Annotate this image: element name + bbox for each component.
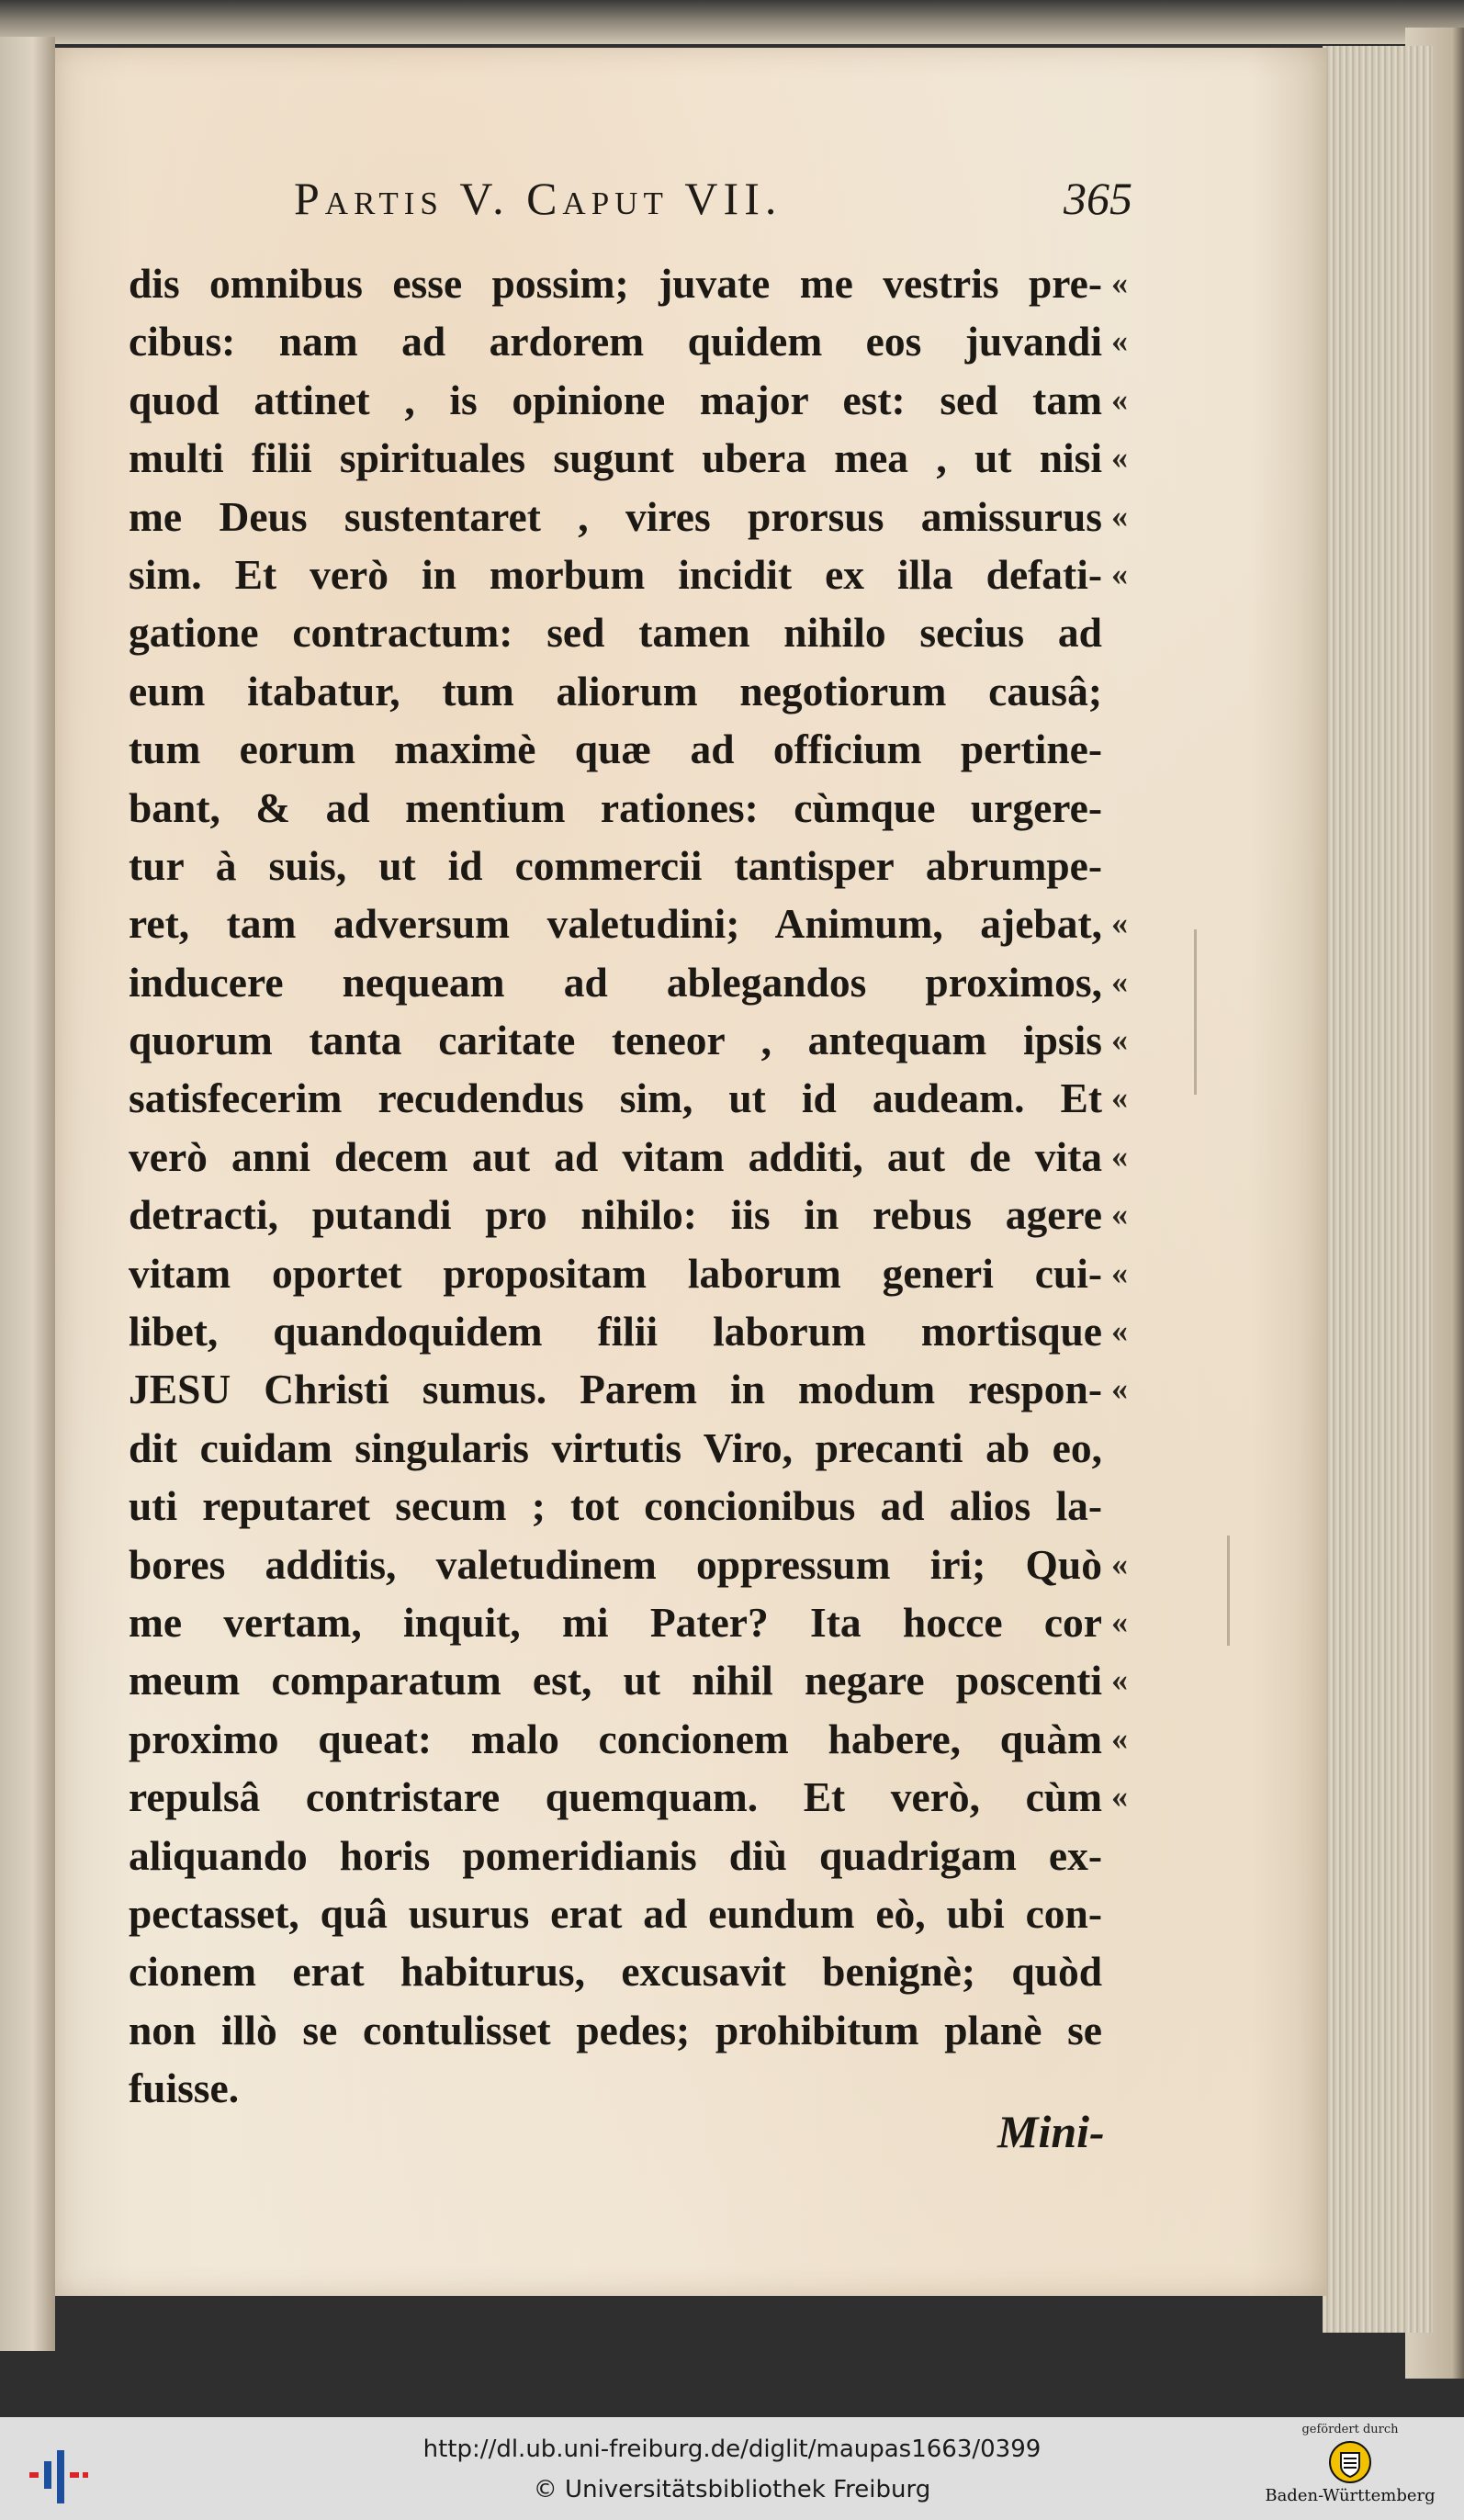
margin-quote-mark	[1111, 1477, 1166, 1535]
text-line: libet, quandoquidem filii laborum mortisque	[129, 1308, 1102, 1356]
margin-quote-mark	[1111, 720, 1166, 778]
margin-quote-mark: «	[1111, 962, 1128, 1000]
text-line: me vertam, inquit, mi Pater? Ita hocce cor	[129, 1598, 1102, 1646]
text-line: meum comparatum est, ut nihil negare poscenti	[129, 1657, 1102, 1704]
text-line: repulsâ contristare quemquam. Et verò, cùm	[129, 1773, 1102, 1821]
margin-quote-mark: «	[1111, 905, 1128, 942]
margin-quote-mark: «	[1111, 1137, 1128, 1175]
text-line: uti reputaret secum ; tot concionibus ad alios la-	[129, 1482, 1102, 1530]
text-line: tum eorum maximè quæ ad officium pertine-	[129, 726, 1102, 773]
running-head	[55, 172, 1326, 254]
copyright-notice: © Universitätsbibliothek Freiburg	[533, 2476, 931, 2503]
text-line: me Deus sustentaret , vires prorsus amissurus	[129, 492, 1102, 540]
margin-quote-mark: «	[1111, 1312, 1128, 1350]
margin-quote-mark: «	[1111, 1661, 1128, 1699]
margin-quote-mark: «	[1111, 1196, 1128, 1233]
text-line: cionem erat habiturus, excusavit benignè; quòd	[129, 1948, 1102, 1996]
funder-name: Baden-Württemberg	[1265, 2486, 1436, 2505]
text-line: inducere nequeam ad ablegandos proximos,	[129, 958, 1102, 1006]
running-head-title: Partis V. Caput VII.	[294, 173, 783, 224]
margin-quote-mark	[1111, 2001, 1166, 2059]
margin-quote-mark: «	[1111, 1021, 1128, 1059]
text-line: pectasset, quâ usurus erat ad eundum eò, ubi con-	[129, 1889, 1102, 1937]
catchword: Mini-	[997, 2106, 1105, 2157]
text-line: fuisse.	[129, 2064, 240, 2112]
text-line: multi filii spirituales sugunt ubera mea , ut nisi	[129, 434, 1102, 482]
margin-quote-mark	[1111, 1419, 1166, 1477]
margin-quotation-marks	[1111, 254, 1166, 2118]
baden-wuerttemberg-coat-of-arms-icon	[1328, 2440, 1372, 2484]
text-line: quorum tanta caritate teneor , antequam ipsis	[129, 1017, 1102, 1064]
text-line: bores additis, valetudinem oppressum iri; Quò	[129, 1540, 1102, 1588]
text-line: gatione contractum: sed tamen nihilo secius ad	[129, 609, 1102, 657]
margin-quote-mark: «	[1111, 1603, 1128, 1640]
text-line: dis omnibus esse possim; juvate me vestris pre-	[129, 260, 1102, 307]
margin-quote-mark: «	[1111, 1778, 1128, 1816]
footer-bar	[0, 2417, 1464, 2520]
margin-quote-mark: «	[1111, 497, 1128, 534]
text-line: vitam oportet propositam laborum generi cui-	[129, 1249, 1102, 1297]
funder-badge	[1258, 2423, 1442, 2518]
text-line: cibus: nam ad ardorem quidem eos juvandi	[129, 318, 1102, 366]
margin-quote-mark	[1111, 662, 1166, 720]
text-line: ret, tam adversum valetudini; Animum, ajebat,	[129, 900, 1102, 948]
text-line: verò anni decem aut ad vitam additi, aut de vita	[129, 1132, 1102, 1180]
text-line: eum itabatur, tum aliorum negotiorum causâ;	[129, 667, 1102, 714]
book-page	[55, 48, 1326, 2296]
text-line: quod attinet , is opinione major est: sed tam	[129, 376, 1102, 423]
facing-page-edge	[0, 37, 55, 2351]
text-line: proximo queat: malo concionem habere, quàm	[129, 1715, 1102, 1762]
text-line: detracti, putandi pro nihilo: iis in rebus agere	[129, 1191, 1102, 1239]
funder-caption: gefördert durch	[1301, 2423, 1399, 2436]
margin-quote-mark: «	[1111, 1370, 1128, 1408]
text-line: satisfecerim recudendus sim, ut id audeam. Et	[129, 1074, 1102, 1122]
margin-quote-mark: «	[1111, 1545, 1128, 1582]
margin-quote-mark: «	[1111, 555, 1128, 592]
text-line: aliquando horis pomeridianis diù quadrigam ex-	[129, 1831, 1102, 1879]
document-url[interactable]: http://dl.ub.uni-freiburg.de/diglit/maupas1663/0399	[422, 2436, 1042, 2463]
margin-quote-mark	[1111, 837, 1166, 894]
margin-quote-mark: «	[1111, 380, 1128, 418]
margin-quote-mark	[1111, 779, 1166, 837]
text-line: dit cuidam singularis virtutis Viro, precanti ab eo,	[129, 1423, 1102, 1471]
paper-fold-mark	[1227, 1536, 1230, 1646]
margin-quote-mark: «	[1111, 322, 1128, 360]
paper-fold-mark	[1194, 929, 1197, 1095]
margin-quote-mark	[1111, 603, 1166, 661]
margin-quote-mark: «	[1111, 1254, 1128, 1291]
body-text	[129, 254, 1102, 2118]
margin-quote-mark	[1111, 1884, 1166, 1942]
margin-quote-mark: «	[1111, 1719, 1128, 1757]
margin-quote-mark	[1111, 1827, 1166, 1884]
page-number: 365	[1064, 173, 1132, 224]
text-line: sim. Et verò in morbum incidit ex illa defati-	[129, 550, 1102, 598]
text-line: non illò se contulisset pedes; prohibitum planè se	[129, 2006, 1102, 2053]
text-line: JESU Christi sumus. Parem in modum respon-	[129, 1366, 1102, 1413]
page-block-edge	[1323, 46, 1433, 2333]
margin-quote-mark: «	[1111, 264, 1128, 301]
margin-quote-mark: «	[1111, 1079, 1128, 1117]
margin-quote-mark	[1111, 1942, 1166, 2000]
margin-quote-mark: «	[1111, 439, 1128, 477]
text-line: tur à suis, ut id commercii tantisper abrumpe-	[129, 841, 1102, 889]
text-line: bant, & ad mentium rationes: cùmque urgere-	[129, 783, 1102, 831]
book-cover-top	[0, 0, 1464, 44]
margin-quote-mark	[1111, 2059, 1166, 2117]
